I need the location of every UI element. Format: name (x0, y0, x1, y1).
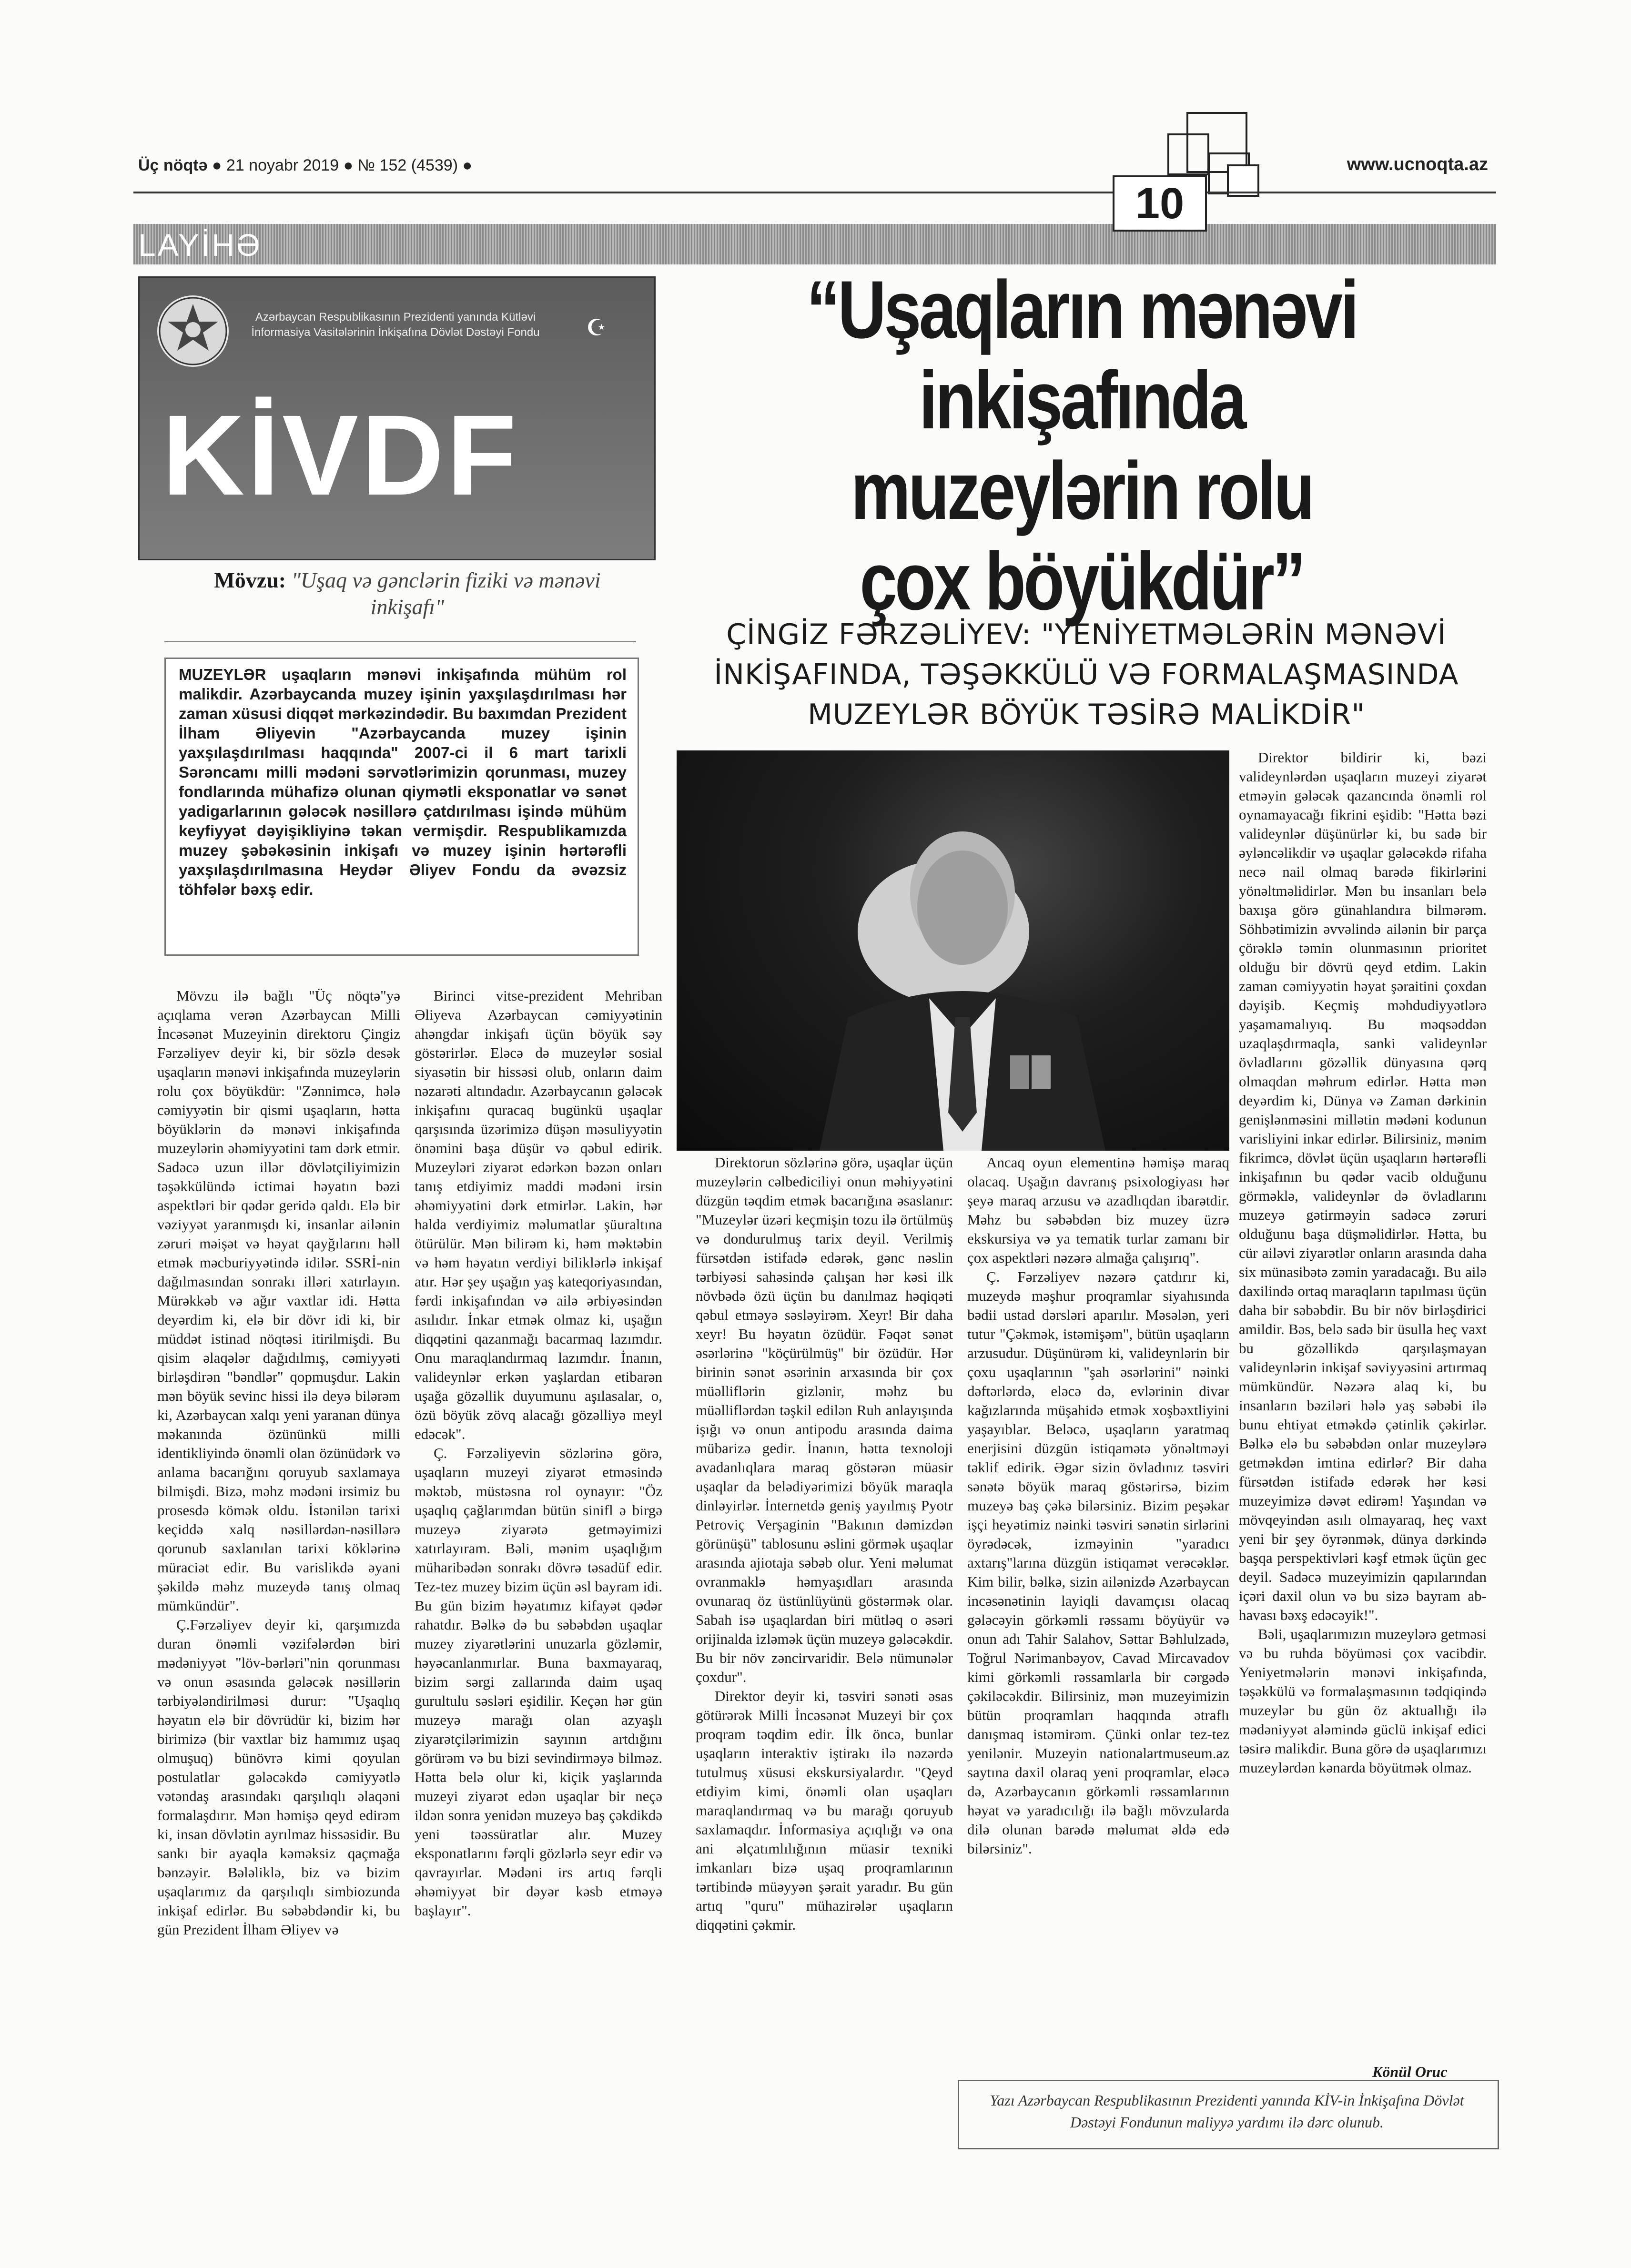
section-label: LAYİHƏ (138, 227, 262, 263)
fund-name: Azərbaycan Respublikasının Prezidenti yanında Kütləvi İnformasiya Vasitələrinin İnkişafına Dövlət Dəstəyi Fondu (251, 311, 540, 339)
masthead: Üç nöqtə ● 21 noyabr 2019 ● № 152 (4539) ● (138, 156, 473, 174)
paragraph: Direktor bildirir ki, bəzi valideynlərdən uşaqların muzeyi ziyarət etməyin gələcək qazancında önəmli rol oynamayacağı fikrini eşidib: "Hətta bəzi valideynlər düşünürlər ki, bu sadə bir əyləncəlikdir və uşaqlar gələcəkdə rifaha necə nail olmaq barədə fikirlərini yönəltməlidirlər. Mən bu insanları belə baxışa görə günahlandıra bilmərəm. Söhbətimizin əvvəlində ailənin bir parça çörəklə təmin olunmasının prioritet olduğu bir dövrü qeyd etdim. Lakin zaman cəmiyyətin həyat şəraitini çoxdan dəyişib. Keçmiş məhdudiyyətlərə yaşamamalıyıq. Bu məqsəddən uzaqlaşdırmaqla, sanki valideynlər övladlarını gözəllik dünyasına qərq olmaqdan məhrum edirlər. Hətta mən deyərdim ki, Dünya və Zaman dərkinin genişlənməsini millətin mədəni kodunun varisliyini inkar edirlər. Bilirsiniz, mənim fikrimcə, dövlət üçün uşaqların hərtərəfli inkişafının bu qədər vacib olduğunu görməklə, valideynlər də övladlarını muzeyə gətirməyin sadəcə zəruri olduğunu başa düşməlidirlər. Hətta, bu cür ailəvi ziyarətlər onların arasında daha six münasibətə zəmin yaradacağı. Bu ailə daxilində ortaq maraqların tapılması üçün daha bir səbəbdir. Bu bir növ birləşdirici amildir. Bəs, belə sadə bir üsulla heç vaxt bu gözəllikdə qarşılaşmayan valideynlərin inkişaf səviyyəsini artırmaq mümkündür. Nəzərə alaq ki, bu insanların bəziləri hələ yaş səbəbi ilə bunu ehtiyat etməkdə çətinlik çəkirlər. Bəlkə elə bu səbəbdən onlar muzeylərə getməkdən imtina edirlər? Bir daha fürsətdən istifadə edərək hər kəsi muzeyimizə dəvət edirəm! Yaşından və mövqeyindən asılı olmayaraq, heç vaxt yeni bir şey öyrənmək, dünya dərkində başqa perspektivləri kəşf etmək üçün gec deyil. Sadəcə muzeyimizin qapılarından içəri daxil olun və bu sizə bayram ab-havası bəxş edəcəyik!". (1239, 749, 1487, 1623)
paragraph: Direktor deyir ki, təsviri sənəti əsas götürərək Milli İncəsənət Muzeyi bir çox proqram təqdim edir. İlk öncə, bunlar uşaqların interaktiv iştirakı ilə nəzərdə tutulmuş xüsusi ekskursiyalardır. "Qeyd etdiyim kimi, önəmli olan uşaqları maraqlandırmaq və bu marağı qoruyub saxlamaqdır. İnformasiya açıqlığı və ona ani əlçatımlılığının müasir texniki imkanları bizə uşaq proqramlarının tərtibində müəyyən şərait yaradır. Bu gün artıq "quru" mühazirələr uşaqların diqqətini çəkmir. (696, 1688, 953, 1933)
article-subtitle: ÇİNGİZ FƏRZƏLİYEV: "YENİYETMƏLƏRİN MƏNƏVİ İNKİŞAFINDA, TƏŞƏKKÜLÜ VƏ FORMALAŞMASINDA MUZEYLƏR BÖYÜK TƏSİRƏ MALİKDİR" (714, 618, 1459, 731)
fund-acronym: KİVDF (162, 391, 519, 519)
article-column-2 (415, 986, 662, 1920)
paragraph: Direktorun sözlərinə görə, uşaqlar üçün muzeylərin cəlbediciliyi onun məhiyyətini düzgün təqdim etmək bacarığına əsaslanır: "Muzeylər üzəri keçmişin tozu ilə örtülmüş və dondurulmuş tarix deyil. Verilmiş fürsətdən istifadə edərək, gənc nəslin tərbiyəsi sahəsində çalışan hər kəsi ilk növbədə özü üçün bu danılmaz həqiqəti qəbul etməyə səsləyirəm. Xeyr! Bir daha xeyr! Bu həyatın özüdür. Fəqət sənət əsərlərinə "köçürülmüş" bir özüdür. Hər birinin sənət əsərinin arxasında bir çox müəlliflərin gizlənir, məhz bu müəlliflərdən təşkil edilən Ruh anlayışında işığı və onun antipodu arasında daima mübarizə gedir. İnanın, hətta texnoloji avadanlıqlara maraq göstərən müasir uşaqlar da belədiyərimizi böyük maraqla dinləyirlər. İnternetdə geniş yayılmış Pyotr Petroviç Verşaginin "Bakının dəmizdən görünüşü" tablosunu əslini görmək uşaqlar arasında ajiotaja səbəb olur. Yeni məlumat ovranmaklə həmyaşıdları arasında ovunaraq öz üstünlüyünü göstərmək olar. Sabah isə uşaqlardan biri mütləq o əsəri orijinalda izləmək üçün muzeyə gələcəkdir. Bu bir növ zəncirvaridir. Belə nümunələr çoxdur". (696, 1154, 953, 1685)
section-band (133, 224, 1496, 264)
article-column-3 (696, 1153, 953, 1934)
title-line: inkişafında muzeylərin rolu (851, 354, 1313, 537)
topic-label: Mövzu: (214, 568, 286, 592)
title-line: çox böyükdür” (860, 536, 1304, 627)
paragraph: Bəli, uşaqlarımızın muzeylərə getməsi və bu ruhda böyüməsi çox vacibdir. Yeniyetmələrin mənəvi inkişafında, təşəkkülü və formalaşmasının tədqiqində muzeylər bu gün öz aktuallığı ilə mədəniyyət aləmində güclü inkişaf edici təsirə malikdir. Buna görə də uşaqlarımızı muzeylərdən kənarda böyütmək olmaz. (1239, 1626, 1487, 1776)
article-column-4 (967, 1153, 1229, 1858)
crescent-star-icon: ☪ (586, 314, 607, 341)
article-column-5 (1239, 748, 1487, 1777)
header-rule (133, 192, 1496, 193)
paragraph: Ç. Fərzəliyevin sözlərinə görə, uşaqların muzeyi ziyarət etməsində məktəb, müstəsna rol oynayır: "Öz uşaqlıq çağlarımdan bütün sinifl ə birgə muzeyə ziyarətə getməyimizi xatırlayıram. Bəli, mənim uşaqlığım müharibədən sonrakı dövrə təsadüf edir. Tez-tez muzey bizim üçün əsl bayram idi. Bu gün bizim həyatımız kifayət qədər rahatdır. Bəlkə də bu səbəbdən uşaqlar muzey ziyarətlərini unuzarla gözləmir, həyəcanlanmırlar. Buna baxmayaraq, bizim sərgi zallarında daim uşaq gurultulu səsləri eşidilir. Keçən hər gün muzeyə marağı olan azyaşlı ziyarətçilərimizin sayının artdığını görürəm və bu bizi sevindirməyə bilməz. Hətta belə olur ki, kiçik yaşlarında muzeyi ziyarət edən uşaqlar bir neçə ildən sonra yenidən muzeyə baş çəkdikdə yeni təəssüratlar alır. Muzey eksponatlarını fərqli gözlərlə seyr edir və qavrayırlar. Mədəni irs artıq fərqli əhəmiyyət bir dəyər kəsb etməyə başlayır". (415, 1445, 662, 1919)
topic-text: "Uşaq və gənclərin fiziki və mənəvi inkişafı" (291, 568, 601, 619)
paragraph: Ç.Fərzəliyev deyir ki, qarşımızda duran önəmli vəzifələrdən biri mədəniyyət "löv-bərləri"nin qorunması və onun əsasında gələcək nəsillərin tərbiyələndirilməsi durur: "Uşaqlıq həyatın elə bir dövrüdür ki, bizim hər birimizə (bir vaxtlar biz hamımız uşaq olmuşuq) bünövrə kimi qoyulan postulatlar gələcəkdə cəmiyyətlə vətəndaş arasındakı qarşılıqlı əlaqəni formalaşdırır. Mən həmişə qeyd edirəm ki, insan dövlətin ayrılmaz hissəsidir. Bu sankı bir ayaqla kəməksiz qaçmağa bənzəyir. Bələliklə, biz və bizim uşaqlarımız da qarşılıqlı simbiozunda inkişaf edirlər. Bu səbəbdəndir ki, bu gün Prezident İlham Əliyev və (157, 1616, 400, 1938)
page-number: 10 (1113, 175, 1207, 232)
issue-date: 21 noyabr 2019 (226, 156, 339, 174)
author-signature: Könül Oruc (1372, 2063, 1448, 2080)
paragraph: Ancaq oyun elementinə həmişə maraq olacaq. Uşağın davranış psixologiyası hər şeyə maraq arzusu və azadlıqdan ibarətdir. Məhz bu səbəbdən biz muzey üzrə ekskursiya və ya tematik turlar zamanı bir çox aspektləri nəzərə almağa çalışırıq". (967, 1154, 1229, 1266)
divider (164, 641, 636, 642)
issue-number: № 152 (4539) (357, 156, 458, 174)
topic-caption (200, 567, 615, 620)
decor-square (1167, 133, 1209, 175)
article-title (750, 264, 1414, 627)
emblem-icon (157, 295, 229, 367)
portrait-photo (677, 750, 1229, 1151)
funding-note: Yazı Azərbaycan Respublikasının Prezidenti yanında KİV-in İnkişafına Dövlət Dəstəyi Fondunun maliyyə yardımı ilə dərc olunub. (990, 2092, 1464, 2131)
paper-name: Üç nöqtə (138, 156, 208, 174)
paragraph: Birinci vitse-prezident Mehriban Əliyeva Azərbaycan cəmiyyətinin ahəngdar inkişafı üçün böyük səy göstərirlər. Eləcə də muzeylər sosial siyasətin bir hissəsi olub, onların daim nəzarəti altındadır. Azərbaycanın gələcək inkişafını quracaq bugünkü uşaqlar qarşısında üzərimizə düşən məsuliyyətin önəmini başa düşür və qəbul edirik. Muzeyləri ziyarət edərkən bəzən onları tanış etdiyimiz maddi mədəni irsin əhəmiyyətini dərk etmirlər. Lakin, hər halda verdiyimiz məlumatlar şüuraltına ötürülür. Mən bilirəm ki, həm məktəbin və həm həyatın verdiyi biliklərlə inkişaf atır. Hər şey uşağın yaş kateqoriyasından, fərdi inkişafından və ailə ərbiyəsindən asılıdır. İnkar etmək olmaz ki, uşağın diqqətini qazanmağı bacarmaq lazımdır. Onu maraqlandırmaq lazımdır. İnanın, valideynlər erkən yaşlardan etibarən uşağa gözəllik duyumunu aşılasalar, o, özü böyük zövq alacağı gözəlliyə meyl edəcək". (415, 987, 662, 1442)
lead-text: MUZEYLƏR uşaqların mənəvi inkişafında mühüm rol malikdir. Azərbaycanda muzey işinin yaxşılaşdırılması hər zaman xüsusi diqqət mərkəzindədir. Bu baxımdan Prezident İlham Əliyevin "Azərbaycanda muzey işinin yaxşılaşdırılması haqqında" 2007-ci il 6 mart tarixli Sərəncamı milli mədəni sərvətlərimizin qorunması, muzey fondlarında mühafizə olunan qiymətli eksponatlar və sənət yadigarlarının gələcək nəsillərə çatdırılması işində mühüm keyfiyyət dəyişikliyinə təkan vermişdir. Respublikamızda muzey şəbəkəsinin inkişafı və muzey işinin hərtərəfli yaxşılaşdırılmasına Heydər Əliyev Fondu da əvəzsiz töhfələr bəxş edir. (179, 666, 627, 898)
article-column-1 (157, 986, 400, 1939)
paragraph: Ç. Fərzəliyev nəzərə çatdırır ki, muzeydə məşhur proqramlar siyahısında bədii ustad dərsləri aparılır. Məsələn, yeri tutur "Çəkmək, istəmişəm", bütün uşaqların arzusudur. Düşünürəm ki, valideynlərin bir çoxu uşaqlarının "şah əsərlərini" nəinki dəftərlərdə, eləcə də, evlərinin divar kağızlarında müşahidə etmək xoşbəxtliyini yaşayıblar. Beləcə, uşaqların yaratmaq enerjisini düzgün istiqamətə yönəltməyi təklif edirik. Əgər sizin övladınız təsviri sənətə böyük maraq göstərirsə, bizim muzeyə baş çəkə bilərsiniz. Bizim peşəkar işçi heyətimiz nəinki təsviri sənətin sirlərini öyrədəcək, izməyinin "yaradıcı axtarış"larına düzgün istiqamət verəcəklər. Kim bilir, bəlkə, sizin ailənizdə Azərbaycan incəsənətinin layiqli davamçısı olacaq gələcəyin görkəmli rəssamı böyüyür və onun adı Tahir Salahov, Səttar Bəhlulzadə, Toğrul Nərimanbəyov, Cavad Mircavadov kimi görkəmli rəssamlarla bir cərgədə çəkiləcəkdir. Bilirsiniz, mən muzeyimizin bütün proqramları haqqında ətraflı danışmaq istəmirəm. Çünki onlar tez-tez yenilənir. Muzeyin nationalartmuseum.az saytına daxil olaraq yeni proqramlar, eləcə də, Azərbaycanın görkəmli rəssamlarının həyat və yaradıcılığı ilə bağlı mövzularda dilə olunan barədə məlumat əldə edə bilərsiniz". (967, 1268, 1229, 1857)
paragraph: Mövzu ilə bağlı "Üç nöqtə"yə açıqlama verən Azərbaycan Milli İncəsənət Muzeyinin direktoru Çingiz Fərzəliyev deyir ki, bir sözlə desək uşaqların mənəvi inkişafında muzeylərin rolu çox böyükdür: "Zənnimcə, hələ cəmiyyətin bir qismi uşaqların, hətta böyüklərin də mənəvi inkişafında muzeylərin əhəmiyyətini tam dərk etmir. Sadəcə uzun illər dövlətçiliyimizin təşəkkülündə ictimai həyatın bəzi aspektləri bir qədər geridə qaldı. Elə bir vəziyyət yaranmışdı ki, insanlar ailənin zəruri məişət və həyat qayğılarını həll etmək məcburiyyətində idilər. SSRİ-nin dağılmasından sonrakı illəri xatırlayın. Mürəkkəb və ağır vaxtlar idi. Hətta deyərdim ki, elə bir dövr idi ki, bir müddət istinad nöqtəsi itirilmişdi. Bu qisim əlaqələr dağıdılmış, cəmiyyəti birləşdirən "bəndlər" qopmuşdur. Lakin mən böyük sevinc hissi ilə deyə bilərəm ki, Azərbaycan xalqı yeni yaranan dünya məkanında özününkü milli identikliyində önəmli olan özünüdərk və anlama bacarığını qoruyub saxlamaya bilmişdi. Bizə, məhz mədəni irsimiz bu prosesdə kömək oldu. İstənilən tarixi keçiddə xalq nəsillərdən-nəsillərə qorunub saxlanılan tarixi köklərinə müraciət edir. Bu varislikdə əyani şəkildə məhz muzeydə tanış olmaq mümkündür". (157, 987, 400, 1614)
website-link[interactable]: www.ucnoqta.az (1347, 154, 1488, 174)
title-line: “Uşaqların mənəvi (806, 264, 1357, 355)
